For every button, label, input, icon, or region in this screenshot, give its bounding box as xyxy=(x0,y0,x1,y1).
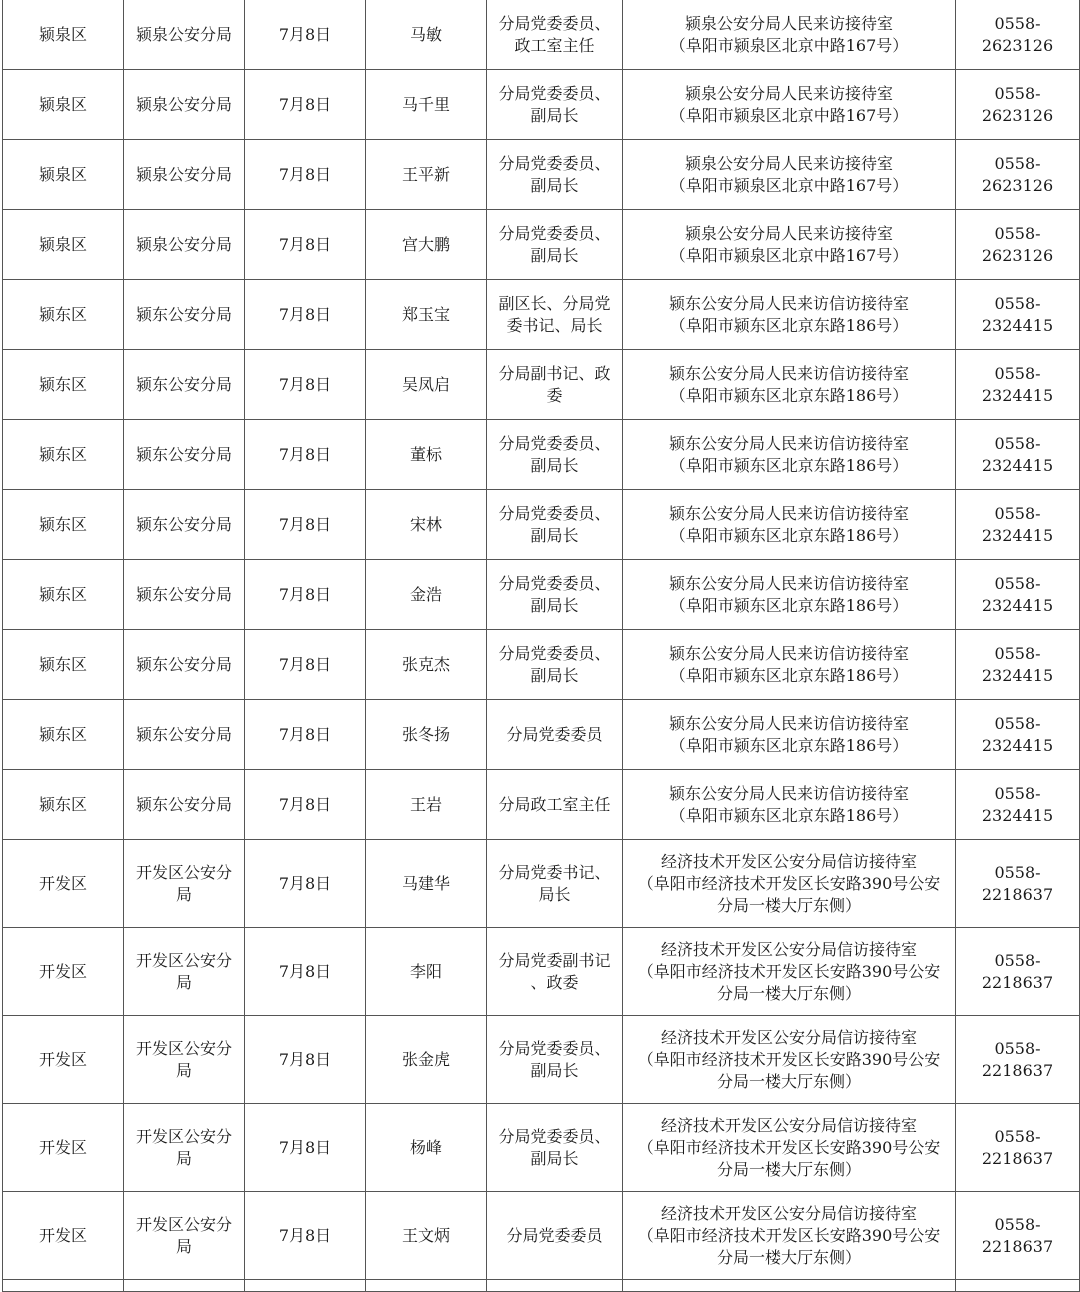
location-line: 颍东公安分局人民来访信访接待室 xyxy=(668,433,909,453)
location-line: （阜阳市颍泉区北京中路167号） xyxy=(669,175,909,195)
position-line: 、政委 xyxy=(530,972,579,992)
date-cell: 7月8日 xyxy=(245,350,366,420)
position-line: 副局长 xyxy=(530,1148,579,1168)
unit-line: 颍东公安分局 xyxy=(135,654,232,674)
table-row xyxy=(3,0,1080,70)
unit-line: 局 xyxy=(175,972,192,992)
location-cell xyxy=(623,140,956,210)
position-line: 分局党委委员、 xyxy=(498,573,611,593)
date-cell: 7月8日 xyxy=(245,1104,366,1192)
name-cell: 张冬扬 xyxy=(366,700,487,770)
phone-cell: 0558-2324415 xyxy=(956,700,1080,770)
location-cell xyxy=(623,210,956,280)
empty-cell xyxy=(3,1280,124,1292)
phone-cell: 0558-2324415 xyxy=(956,630,1080,700)
unit-cell xyxy=(124,280,245,350)
empty-cell xyxy=(623,1280,956,1292)
empty-cell xyxy=(487,1280,623,1292)
name-cell: 李阳 xyxy=(366,928,487,1016)
district-cell: 颍泉区 xyxy=(3,140,124,210)
table-body xyxy=(3,0,1080,1292)
location-cell xyxy=(623,70,956,140)
unit-cell xyxy=(124,0,245,70)
unit-line: 开发区公安分 xyxy=(135,1214,232,1234)
location-line: （阜阳市颍东区北京东路186号） xyxy=(669,595,909,615)
unit-line: 颍东公安分局 xyxy=(135,444,232,464)
unit-cell xyxy=(124,560,245,630)
location-line: 经济技术开发区公安分局信访接待室 xyxy=(660,851,917,871)
district-cell: 颍东区 xyxy=(3,700,124,770)
position-line: 副局长 xyxy=(530,455,579,475)
location-line: 颍东公安分局人民来访信访接待室 xyxy=(668,363,909,383)
phone-cell: 0558-2218637 xyxy=(956,1192,1080,1280)
position-line: 分局党委委员 xyxy=(506,1225,603,1245)
table-row xyxy=(3,840,1080,928)
unit-line: 开发区公安分 xyxy=(135,1038,232,1058)
position-line: 分局党委委员、 xyxy=(498,1038,611,1058)
district-cell: 颍东区 xyxy=(3,770,124,840)
table-row xyxy=(3,1192,1080,1280)
district-cell: 开发区 xyxy=(3,1192,124,1280)
unit-line: 局 xyxy=(175,1148,192,1168)
name-cell: 张金虎 xyxy=(366,1016,487,1104)
phone-cell: 0558-2324415 xyxy=(956,560,1080,630)
phone-cell: 0558-2324415 xyxy=(956,420,1080,490)
name-cell: 王文炳 xyxy=(366,1192,487,1280)
position-line: 委 xyxy=(546,385,563,405)
table-row xyxy=(3,1016,1080,1104)
position-line: 分局党委委员、 xyxy=(498,433,611,453)
unit-line: 开发区公安分 xyxy=(135,950,232,970)
empty-cell xyxy=(956,1280,1080,1292)
table-row xyxy=(3,350,1080,420)
phone-cell: 0558-2623126 xyxy=(956,0,1080,70)
unit-cell xyxy=(124,70,245,140)
unit-cell xyxy=(124,928,245,1016)
position-line: 副局长 xyxy=(530,105,579,125)
district-cell: 开发区 xyxy=(3,1016,124,1104)
district-cell: 颍东区 xyxy=(3,490,124,560)
position-cell xyxy=(487,140,623,210)
phone-cell: 0558-2623126 xyxy=(956,70,1080,140)
unit-cell xyxy=(124,210,245,280)
table-row xyxy=(3,928,1080,1016)
location-line: 分局一楼大厅东侧） xyxy=(716,1071,861,1091)
phone-cell: 0558-2623126 xyxy=(956,210,1080,280)
empty-cell xyxy=(245,1280,366,1292)
location-line: （阜阳市颍泉区北京中路167号） xyxy=(669,35,909,55)
table-row xyxy=(3,560,1080,630)
name-cell: 马千里 xyxy=(366,70,487,140)
date-cell: 7月8日 xyxy=(245,928,366,1016)
location-cell xyxy=(623,840,956,928)
district-cell: 颍东区 xyxy=(3,560,124,630)
name-cell: 宋林 xyxy=(366,490,487,560)
name-cell: 王平新 xyxy=(366,140,487,210)
name-cell: 金浩 xyxy=(366,560,487,630)
position-cell xyxy=(487,0,623,70)
position-line: 副局长 xyxy=(530,1060,579,1080)
phone-cell: 0558-2324415 xyxy=(956,490,1080,560)
table-row xyxy=(3,770,1080,840)
unit-cell xyxy=(124,420,245,490)
position-line: 局长 xyxy=(538,884,571,904)
location-line: 经济技术开发区公安分局信访接待室 xyxy=(660,1203,917,1223)
phone-cell: 0558-2218637 xyxy=(956,928,1080,1016)
name-cell: 王岩 xyxy=(366,770,487,840)
phone-cell: 0558-2623126 xyxy=(956,140,1080,210)
table-row xyxy=(3,700,1080,770)
unit-cell xyxy=(124,700,245,770)
position-cell xyxy=(487,928,623,1016)
position-line: 分局党委委员、 xyxy=(498,223,611,243)
position-line: 分局党委委员、 xyxy=(498,13,611,33)
date-cell: 7月8日 xyxy=(245,490,366,560)
location-line: （阜阳市颍东区北京东路186号） xyxy=(669,735,909,755)
phone-cell: 0558-2324415 xyxy=(956,770,1080,840)
position-line: 副区长、分局党 xyxy=(498,293,611,313)
name-cell: 马建华 xyxy=(366,840,487,928)
date-cell: 7月8日 xyxy=(245,1016,366,1104)
table-row xyxy=(3,1104,1080,1192)
unit-cell xyxy=(124,840,245,928)
location-line: 颍东公安分局人民来访信访接待室 xyxy=(668,643,909,663)
district-cell: 颍泉区 xyxy=(3,0,124,70)
location-line: （阜阳市颍东区北京东路186号） xyxy=(669,525,909,545)
location-line: （阜阳市颍东区北京东路186号） xyxy=(669,665,909,685)
position-cell xyxy=(487,420,623,490)
position-line: 分局党委委员、 xyxy=(498,153,611,173)
location-cell xyxy=(623,928,956,1016)
location-line: （阜阳市颍东区北京东路186号） xyxy=(669,455,909,475)
location-cell xyxy=(623,420,956,490)
position-line: 分局党委书记、 xyxy=(498,862,611,882)
location-line: 经济技术开发区公安分局信访接待室 xyxy=(660,939,917,959)
name-cell: 张克杰 xyxy=(366,630,487,700)
district-cell: 颍泉区 xyxy=(3,210,124,280)
unit-line: 开发区公安分 xyxy=(135,1126,232,1146)
phone-cell: 0558-2218637 xyxy=(956,1016,1080,1104)
district-cell: 开发区 xyxy=(3,840,124,928)
location-cell xyxy=(623,630,956,700)
unit-line: 颍东公安分局 xyxy=(135,724,232,744)
location-cell xyxy=(623,1104,956,1192)
position-cell xyxy=(487,350,623,420)
date-cell: 7月8日 xyxy=(245,210,366,280)
location-line: （阜阳市颍泉区北京中路167号） xyxy=(669,245,909,265)
position-cell xyxy=(487,490,623,560)
reception-schedule-table xyxy=(2,0,1080,1292)
phone-cell: 0558-2218637 xyxy=(956,1104,1080,1192)
position-cell xyxy=(487,1192,623,1280)
location-cell xyxy=(623,280,956,350)
table-row xyxy=(3,490,1080,560)
district-cell: 开发区 xyxy=(3,1104,124,1192)
date-cell: 7月8日 xyxy=(245,700,366,770)
position-line: 分局党委委员、 xyxy=(498,643,611,663)
position-line: 分局政工室主任 xyxy=(498,794,611,814)
position-line: 副局长 xyxy=(530,245,579,265)
name-cell: 吴凤启 xyxy=(366,350,487,420)
position-line: 副局长 xyxy=(530,175,579,195)
location-line: 分局一楼大厅东侧） xyxy=(716,1247,861,1267)
location-line: 分局一楼大厅东侧） xyxy=(716,895,861,915)
unit-line: 颍泉公安分局 xyxy=(135,24,232,44)
district-cell: 颍泉区 xyxy=(3,70,124,140)
name-cell: 马敏 xyxy=(366,0,487,70)
unit-line: 颍东公安分局 xyxy=(135,514,232,534)
position-line: 分局党委委员、 xyxy=(498,83,611,103)
location-line: 颍泉公安分局人民来访接待室 xyxy=(684,153,893,173)
unit-line: 局 xyxy=(175,1236,192,1256)
unit-line: 颍泉公安分局 xyxy=(135,94,232,114)
location-line: （阜阳市经济技术开发区长安路390号公安 xyxy=(637,1137,941,1157)
date-cell: 7月8日 xyxy=(245,1192,366,1280)
name-cell: 杨峰 xyxy=(366,1104,487,1192)
location-line: （阜阳市颍泉区北京中路167号） xyxy=(669,105,909,125)
name-cell: 郑玉宝 xyxy=(366,280,487,350)
phone-cell: 0558-2218637 xyxy=(956,840,1080,928)
district-cell: 颍东区 xyxy=(3,420,124,490)
unit-cell xyxy=(124,490,245,560)
position-cell xyxy=(487,560,623,630)
position-cell xyxy=(487,70,623,140)
unit-cell xyxy=(124,770,245,840)
position-cell xyxy=(487,630,623,700)
position-line: 委书记、局长 xyxy=(506,315,603,335)
location-line: 分局一楼大厅东侧） xyxy=(716,983,861,1003)
location-line: 经济技术开发区公安分局信访接待室 xyxy=(660,1027,917,1047)
table-row xyxy=(3,140,1080,210)
district-cell: 颍东区 xyxy=(3,350,124,420)
empty-cell xyxy=(366,1280,487,1292)
phone-cell: 0558-2324415 xyxy=(956,280,1080,350)
position-line: 政工室主任 xyxy=(514,35,595,55)
unit-line: 局 xyxy=(175,1060,192,1080)
unit-cell xyxy=(124,350,245,420)
location-cell xyxy=(623,770,956,840)
date-cell: 7月8日 xyxy=(245,70,366,140)
table-row-partial xyxy=(3,1280,1080,1292)
unit-cell xyxy=(124,1104,245,1192)
position-cell xyxy=(487,210,623,280)
unit-cell xyxy=(124,1016,245,1104)
unit-cell xyxy=(124,630,245,700)
table-row xyxy=(3,280,1080,350)
location-line: 颍泉公安分局人民来访接待室 xyxy=(684,13,893,33)
unit-line: 颍东公安分局 xyxy=(135,304,232,324)
location-cell xyxy=(623,0,956,70)
position-line: 分局党委委员 xyxy=(506,724,603,744)
position-line: 副局长 xyxy=(530,665,579,685)
name-cell: 董标 xyxy=(366,420,487,490)
position-line: 副局长 xyxy=(530,525,579,545)
unit-line: 局 xyxy=(175,884,192,904)
location-line: 颍泉公安分局人民来访接待室 xyxy=(684,83,893,103)
location-line: （阜阳市颍东区北京东路186号） xyxy=(669,805,909,825)
position-cell xyxy=(487,700,623,770)
location-line: （阜阳市颍东区北京东路186号） xyxy=(669,315,909,335)
date-cell: 7月8日 xyxy=(245,560,366,630)
unit-line: 颍泉公安分局 xyxy=(135,164,232,184)
location-line: 经济技术开发区公安分局信访接待室 xyxy=(660,1115,917,1135)
location-cell xyxy=(623,490,956,560)
table-row xyxy=(3,420,1080,490)
date-cell: 7月8日 xyxy=(245,420,366,490)
position-line: 分局党委委员、 xyxy=(498,1126,611,1146)
unit-line: 颍东公安分局 xyxy=(135,374,232,394)
name-cell: 宫大鹏 xyxy=(366,210,487,280)
location-line: （阜阳市经济技术开发区长安路390号公安 xyxy=(637,873,941,893)
date-cell: 7月8日 xyxy=(245,0,366,70)
position-line: 副局长 xyxy=(530,595,579,615)
date-cell: 7月8日 xyxy=(245,280,366,350)
unit-cell xyxy=(124,140,245,210)
district-cell: 开发区 xyxy=(3,928,124,1016)
date-cell: 7月8日 xyxy=(245,630,366,700)
unit-line: 颍东公安分局 xyxy=(135,584,232,604)
position-cell xyxy=(487,280,623,350)
location-line: （阜阳市经济技术开发区长安路390号公安 xyxy=(637,1225,941,1245)
location-cell xyxy=(623,1016,956,1104)
date-cell: 7月8日 xyxy=(245,840,366,928)
location-line: 颍东公安分局人民来访信访接待室 xyxy=(668,713,909,733)
unit-line: 颍东公安分局 xyxy=(135,794,232,814)
location-cell xyxy=(623,350,956,420)
unit-line: 开发区公安分 xyxy=(135,862,232,882)
location-line: （阜阳市颍东区北京东路186号） xyxy=(669,385,909,405)
location-line: 颍东公安分局人民来访信访接待室 xyxy=(668,573,909,593)
table-row xyxy=(3,70,1080,140)
unit-line: 颍泉公安分局 xyxy=(135,234,232,254)
date-cell: 7月8日 xyxy=(245,770,366,840)
unit-cell xyxy=(124,1192,245,1280)
district-cell: 颍东区 xyxy=(3,630,124,700)
location-cell xyxy=(623,1192,956,1280)
position-line: 分局副书记、政 xyxy=(498,363,611,383)
location-line: 分局一楼大厅东侧） xyxy=(716,1159,861,1179)
location-line: （阜阳市经济技术开发区长安路390号公安 xyxy=(637,961,941,981)
position-cell xyxy=(487,1104,623,1192)
position-line: 分局党委委员、 xyxy=(498,503,611,523)
position-cell xyxy=(487,1016,623,1104)
location-line: （阜阳市经济技术开发区长安路390号公安 xyxy=(637,1049,941,1069)
position-cell xyxy=(487,770,623,840)
phone-cell: 0558-2324415 xyxy=(956,350,1080,420)
date-cell: 7月8日 xyxy=(245,140,366,210)
table-row xyxy=(3,210,1080,280)
position-cell xyxy=(487,840,623,928)
location-cell xyxy=(623,700,956,770)
location-line: 颍东公安分局人民来访信访接待室 xyxy=(668,503,909,523)
location-line: 颍东公安分局人民来访信访接待室 xyxy=(668,293,909,313)
location-line: 颍泉公安分局人民来访接待室 xyxy=(684,223,893,243)
table-row xyxy=(3,630,1080,700)
empty-cell xyxy=(124,1280,245,1292)
district-cell: 颍东区 xyxy=(3,280,124,350)
position-line: 分局党委副书记 xyxy=(498,950,611,970)
location-line: 颍东公安分局人民来访信访接待室 xyxy=(668,783,909,803)
location-cell xyxy=(623,560,956,630)
